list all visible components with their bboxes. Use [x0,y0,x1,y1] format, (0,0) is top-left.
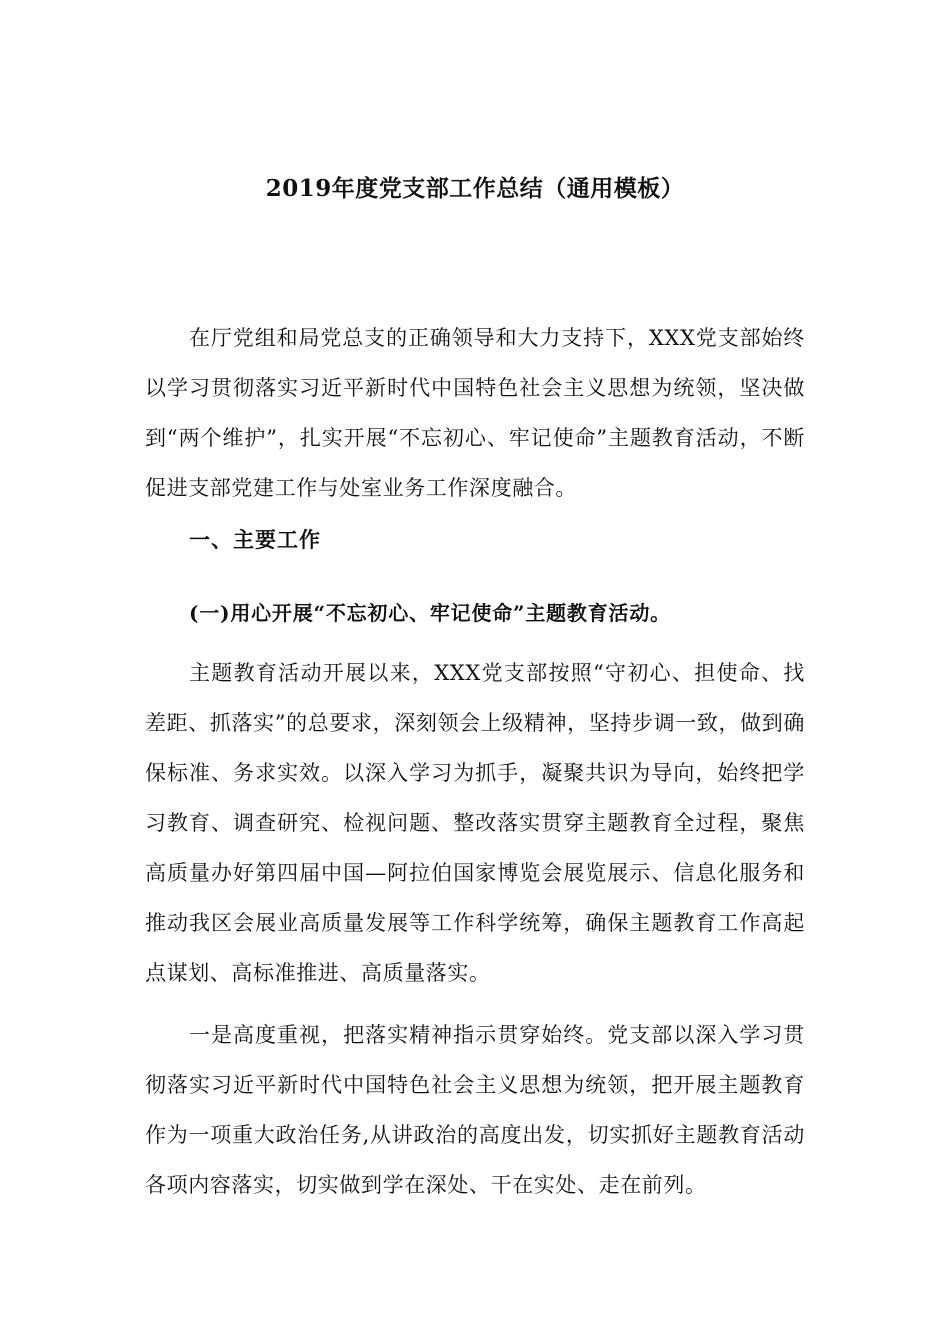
body-paragraph: 主题教育活动开展以来，XXX党支部按照“守初心、担使命、找差距、抓落实”的总要求，深刻领会上级精神，坚持步调一致，做到确保标准、务求实效。以深入学习为抓手，凝聚共识为导向，始终把学习教育、调查研究、检视问题、整改落实贯穿主题教育全过程，聚焦高质量办好第四届中国—阿拉伯国家博览会展览展示、信息化服务和推动我区会展业高质量发展等工作科学统筹，确保主题教育工作高起点谋划、高标准推进、高质量落实。 [145,661,805,985]
intro-paragraph: 在厅党组和局党总支的正确领导和大力支持下，XXX党支部始终以学习贯彻落实习近平新时代中国特色社会主义思想为统领，坚决做到“两个维护”，扎实开展“不忘初心、牢记使命”主题教育活动，不断促进支部党建工作与处室业务工作深度融合。 [145,326,805,500]
subsection-heading-theme-education: (一)用心开展“不忘初心、牢记使命”主题教育活动。 [189,601,671,625]
document-title: 2019年度党支部工作总结（通用模板） [265,175,685,202]
section-heading-main-work: 一、主要工作 [189,528,321,552]
body-paragraph: 一是高度重视，把落实精神指示贯穿始终。党支部以深入学习贯彻落实习近平新时代中国特色社会主义思想为统领，把开展主题教育作为一项重大政治任务,从讲政治的高度出发，切实抓好主题教育活动各项内容落实，切实做到学在深处、干在实处、走在前列。 [145,1023,805,1197]
